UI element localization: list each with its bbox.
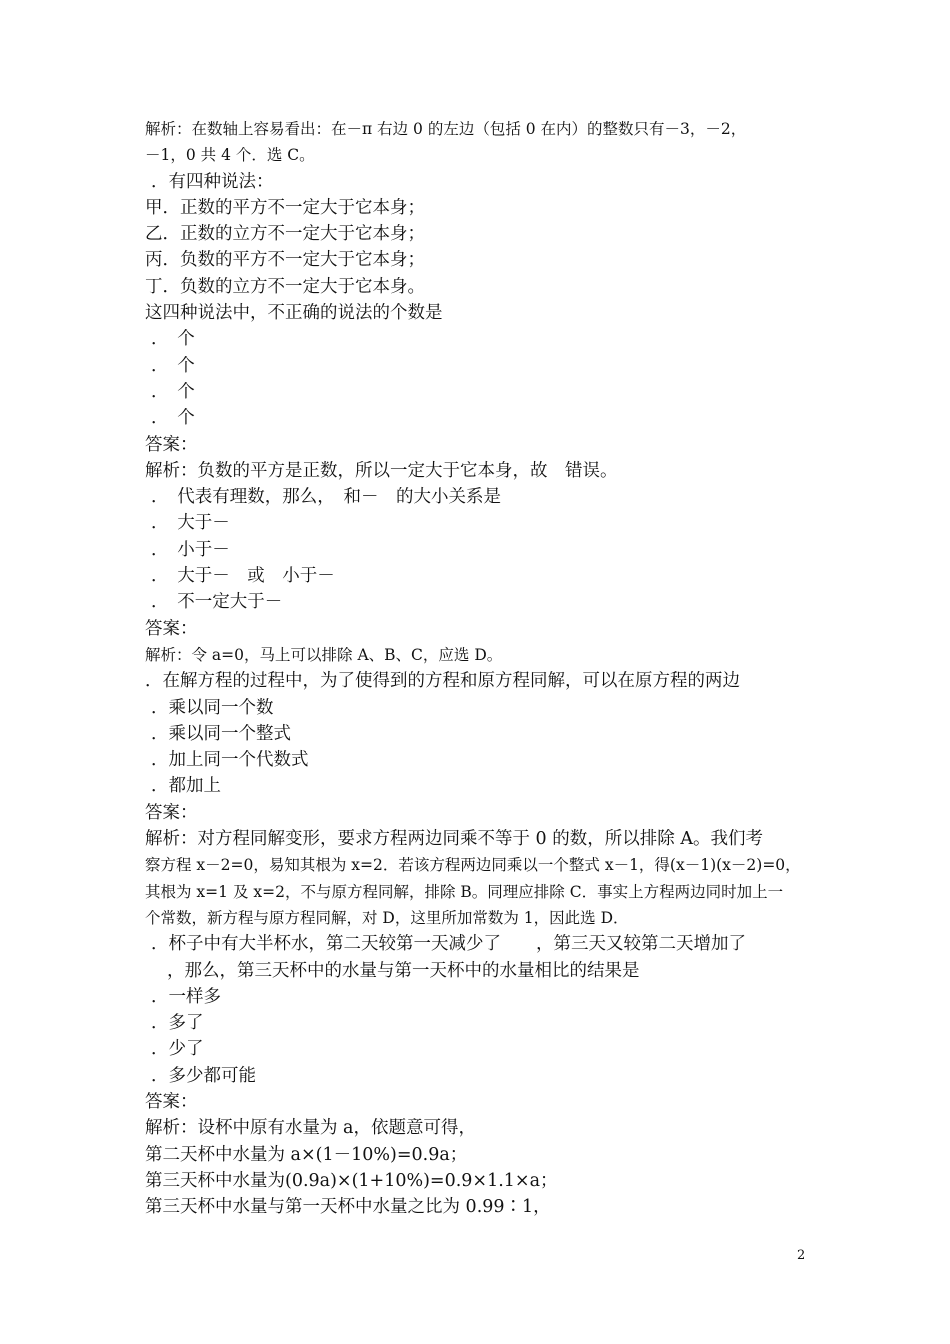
text-line: ．杯子中有大半杯水，第二天较第一天减少了 ，第三天又较第二天增加了 xyxy=(151,934,746,955)
text-line: ，那么，第三天杯中的水量与第一天杯中的水量相比的结果是 xyxy=(167,960,640,981)
text-line: 答案： xyxy=(145,618,198,639)
text-line: ． 不一定大于－ xyxy=(151,592,283,613)
text-line: 丁．负数的立方不一定大于它本身。 xyxy=(145,276,425,297)
text-line: 解析：对方程同解变形，要求方程两边同乘不等于 0 的数，所以排除 A。我们考 xyxy=(145,829,763,850)
text-line: ．有四种说法： xyxy=(151,171,274,192)
text-line: ． 个 xyxy=(151,381,195,402)
text-line: ． 代表有理数，那么， 和－ 的大小关系是 xyxy=(151,487,501,508)
text-line: 解析：负数的平方是正数，所以一定大于它本身，故 错误。 xyxy=(145,460,618,481)
text-line: 其根为 x=1 及 x=2，不与原方程同解，排除 B。同理应排除 C．事实上方程两边同时加上一 xyxy=(145,882,784,901)
text-line: 第二天杯中水量为 a×(1－10%)=0.9a； xyxy=(145,1144,468,1165)
text-line: 第三天杯中水量与第一天杯中水量之比为 0.99∶1， xyxy=(145,1197,551,1218)
text-line: －1，0 共 4 个．选 C。 xyxy=(145,146,315,165)
text-line: ．少了 xyxy=(151,1039,204,1060)
text-line: 丙．负数的平方不一定大于它本身； xyxy=(145,250,425,271)
text-line: ．加上同一个代数式 xyxy=(151,750,309,771)
text-line: ．一样多 xyxy=(151,986,221,1007)
text-line: ． 个 xyxy=(151,329,195,350)
text-line: 答案： xyxy=(145,1091,198,1112)
text-line: ．多了 xyxy=(151,1013,204,1034)
text-line: 第三天杯中水量为(0.9a)×(1+10%)=0.9×1.1×a； xyxy=(145,1170,558,1191)
text-line: 答案： xyxy=(145,802,198,823)
text-line: ． 大于－ xyxy=(151,513,230,534)
text-line: ．多少都可能 xyxy=(151,1065,256,1086)
text-line: ．乘以同一个整式 xyxy=(151,723,291,744)
text-line: 察方程 x－2=0，易知其根为 x=2．若该方程两边同乘以一个整式 x－1，得(x－1)(x－2)=0， xyxy=(145,856,801,875)
text-line: ． 大于－ 或 小于－ xyxy=(151,566,335,587)
text-line: ． 个 xyxy=(151,408,195,429)
text-line: 解析：令 a=0，马上可以排除 A、B、C，应选 D。 xyxy=(145,645,503,664)
text-line: ． 个 xyxy=(151,355,195,376)
text-line: 解析：设杯中原有水量为 a，依题意可得， xyxy=(145,1118,476,1139)
text-line: 解析：在数轴上容易看出：在－π 右边 0 的左边（包括 0 在内）的整数只有－3，－2， xyxy=(145,120,747,138)
page-number: 2 xyxy=(797,1248,806,1263)
document-body xyxy=(145,116,825,1220)
text-line: 答案： xyxy=(145,434,198,455)
text-line: 甲．正数的平方不一定大于它本身； xyxy=(145,197,425,218)
text-line: ．在解方程的过程中，为了使得到的方程和原方程同解，可以在原方程的两边 xyxy=(145,671,740,692)
text-line: ．乘以同一个数 xyxy=(151,697,274,718)
text-line: ．都加上 xyxy=(151,776,221,797)
text-line: ． 小于－ xyxy=(151,539,230,560)
text-line: 个常数，新方程与原方程同解，对 D，这里所加常数为 1，因此选 D． xyxy=(145,908,629,927)
text-line: 乙．正数的立方不一定大于它本身； xyxy=(145,224,425,245)
text-line: 这四种说法中，不正确的说法的个数是 xyxy=(145,303,443,324)
